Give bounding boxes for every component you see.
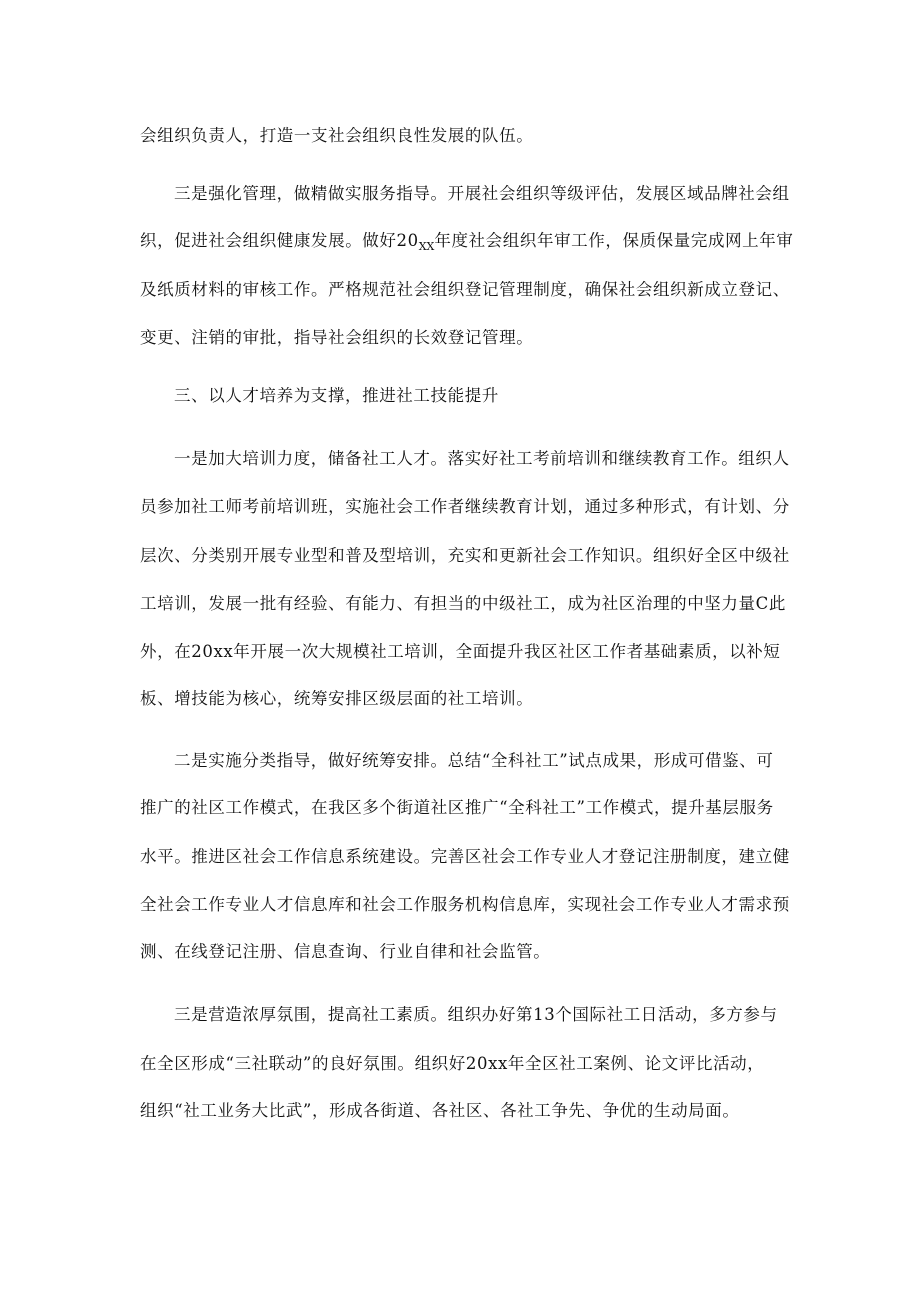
paragraph-line: 会组织负责人，打造一支社会组织良性发展的队伍。	[140, 126, 534, 145]
paragraph-line: 及纸质材料的审核工作。严格规范社会组织登记管理制度，确保社会组织新成立登记、	[140, 280, 790, 299]
paragraph-line: 层次、分类别开展专业型和普及型培训，充实和更新社会工作知识。组织好全区中级社	[140, 546, 790, 565]
section-heading: 三、以人才培养为支撑，推进社工技能提升	[174, 386, 499, 405]
paragraph-line: 全社会工作专业人才信息库和社会工作服务机构信息库，实现社会工作专业人才需求预	[140, 895, 790, 914]
paragraph-line: 三是强化管理，做精做实服务指导。开展社会组织等级评估，发展区域品牌社会组	[174, 184, 790, 203]
year-placeholder: XX	[418, 240, 435, 253]
paragraph-line: 在全区形成“三社联动”的良好氛围。组织好20xx年全区社工案例、论文评比活动，	[140, 1054, 765, 1073]
paragraph-line: 板、增技能为核心，统筹安排区级层面的社工培训。	[140, 689, 534, 708]
paragraph-line	[140, 230, 920, 254]
paragraph-line: 水平。推进区社会工作信息系统建设。完善区社会工作专业人才登记注册制度，建立健	[140, 847, 790, 866]
paragraph-line: 变更、注销的审批，指导社会组织的长效登记管理。	[140, 328, 534, 347]
paragraph-line: 三是营造浓厚氛围，提高社工素质。组织办好第13个国际社工日活动，多方参与	[174, 1005, 778, 1024]
paragraph-line: 二是实施分类指导，做好统筹安排。总结“全科社工”试点成果，形成可借鉴、可	[174, 751, 774, 770]
paragraph-line: 一是加大培训力度，储备社工人才。落实好社工考前培训和继续教育工作。组织人	[174, 449, 790, 468]
line-text: 年度社会组织年审工作，保质保量完成网上年审	[434, 231, 794, 250]
paragraph-line: 推广的社区工作模式，在我区多个街道社区推广“全科社工”工作模式，提升基层服务	[140, 798, 774, 817]
paragraph-line: 工培训，发展一批有经验、有能力、有担当的中级社工，成为社区治理的中坚力量C此	[140, 594, 786, 613]
paragraph-line: 组织“社工业务大比武”，形成各街道、各社区、各社工争先、争优的生动局面。	[140, 1101, 740, 1120]
paragraph-line: 员参加社工师考前培训班，实施社会工作者继续教育计划，通过多种形式，有计划、分	[140, 497, 790, 516]
paragraph-line: 测、在线登记注册、信息查询、行业自律和社会监管。	[140, 942, 551, 961]
paragraph-line: 外，在20xx年开展一次大规模社工培训，全面提升我区社区工作者基础素质，以补短	[140, 642, 781, 661]
line-text: 织，促进社会组织健康发展。做好	[140, 231, 397, 250]
year-number: 20	[396, 231, 419, 250]
